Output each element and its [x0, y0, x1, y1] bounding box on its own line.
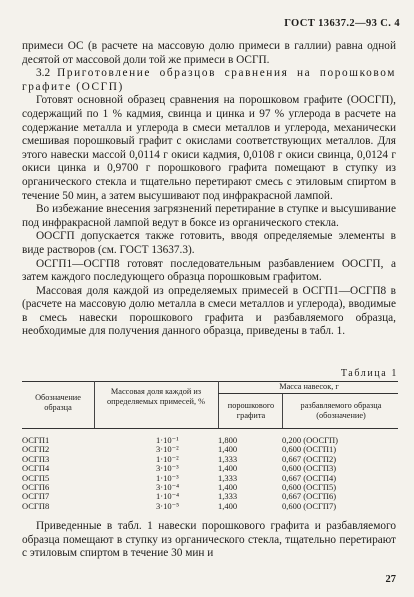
- row-fraction: 1·10⁻⁴: [156, 491, 180, 502]
- body-text-bottom: [22, 520, 396, 561]
- section-heading: [22, 67, 396, 94]
- row-graphite: 1,333: [218, 491, 238, 502]
- row-fraction: 1·10⁻²: [156, 453, 179, 464]
- table-caption: Таблица 1: [340, 368, 398, 379]
- table-col-divider-2: [218, 381, 219, 428]
- header-mass-fraction: Массовая доля каждой из определяемых примесей, %: [106, 387, 206, 406]
- header-designation: Обозначение образца: [35, 393, 81, 412]
- paragraph-table-intro: Массовая доля каждой из определяемых примесей в ОСГП1—ОСГП8 в (расчете на массовую долю металла в смеси металлов и углерода), вводимые в смесь навески порошкового графита и разбавляемого образца, необходимые для получения данного образца, приведены в табл. 1.: [22, 284, 396, 338]
- paragraph-solutions: ООСГП допускается также готовить, вводя определяемые элементы в виде растворов (см. ГОСТ 13637.3).: [22, 230, 396, 256]
- row-designation: ОСГП3: [22, 453, 50, 464]
- row-graphite: 1,400: [218, 444, 238, 455]
- row-diluted: 0,600 (ОСГП5): [282, 481, 337, 492]
- row-graphite: 1,400: [218, 463, 238, 474]
- row-designation: ОСГП6: [22, 481, 50, 492]
- table-header-rule: [22, 428, 398, 429]
- row-fraction: 3·10⁻⁴: [156, 481, 180, 492]
- table-row: [22, 436, 398, 445]
- row-designation: ОСГП5: [22, 472, 50, 483]
- table-row: [22, 464, 398, 473]
- row-diluted: 0,667 (ОСГП2): [282, 453, 337, 464]
- row-graphite: 1,800: [218, 435, 238, 445]
- paragraph-contamination: Во избежание внесения загрязнений перетирание в ступке и высушивание под инфракрасной лампой ведут в боксе из органического стекла.: [22, 203, 396, 229]
- table-body: [22, 436, 398, 511]
- row-designation: ОСГП4: [22, 463, 50, 474]
- row-graphite: 1,400: [218, 481, 238, 492]
- row-graphite: 1,400: [218, 500, 238, 511]
- row-designation: ОСГП7: [22, 491, 50, 502]
- table-row: [22, 502, 398, 511]
- table-col-divider-1: [94, 381, 95, 428]
- section-number: 3.2: [36, 67, 51, 80]
- table-row: [22, 455, 398, 464]
- row-graphite: 1,333: [218, 472, 238, 483]
- page-number: 27: [385, 574, 396, 585]
- paragraph-continuation: примеси ОС (в расчете на массовую долю примеси в галлии) равна одной десятой от массовой доли той же примеси в ОСГП.: [22, 40, 396, 66]
- row-diluted: 0,600 (ОСГП1): [282, 444, 337, 455]
- row-fraction: 3·10⁻²: [156, 444, 179, 455]
- row-fraction: 1·10⁻¹: [156, 435, 179, 445]
- row-diluted: 0,600 (ОСГП3): [282, 463, 337, 474]
- table-row: [22, 474, 398, 483]
- paragraph-after-table: Приведенные в табл. 1 навески порошкового графита и разбавляемого образца помещают в ступку из органического стекла, тщательно перетирают с этиловым спиртом в течение 30 мин и: [22, 520, 396, 560]
- running-header: ГОСТ 13637.2—93 С. 4: [284, 18, 400, 29]
- header-diluted: разбавляемого образца (обозначение): [300, 401, 382, 420]
- header-graphite: порошкового графита: [227, 401, 275, 420]
- table-row: [22, 483, 398, 492]
- row-designation: ОСГП1: [22, 435, 50, 445]
- row-graphite: 1,333: [218, 453, 238, 464]
- header-sample-mass: Масса навесок, г: [279, 382, 339, 391]
- table-subheader-rule: [218, 393, 398, 394]
- paragraph-preparation: Готовят основной образец сравнения на порошковом графите (ООСГП), содержащий по 1 % кадмия, свинца и цинка и 97 % углерода в расчете на содержание металла и углерода в смеси металлов и углерода, механически смешивая порошковый графит с окислами соответствующих металлов. Для этого навески массой 0,0114 г окиси кадмия, 0,0108 г окиси свинца, 0,0124 г окиси цинка и 0,9700 г порошкового графита помещают в ступку из органического стекла и тщательно перетирают смесь с этиловым спиртом в течение 50 мин, а затем высушивают под инфракрасной лампой.: [22, 94, 396, 202]
- section-title: Приготовление образцов сравнения на порошковом графите (ОСГП): [22, 67, 396, 93]
- row-designation: ОСГП8: [22, 500, 50, 511]
- table-col-divider-3: [282, 393, 283, 428]
- body-text-top: [22, 40, 396, 339]
- paragraph-dilution: ОСГП1—ОСГП8 готовят последовательным разбавлением ООСГП, а затем каждого последующего образца порошковым графитом.: [22, 257, 396, 284]
- table-row: [22, 492, 398, 501]
- row-fraction: 3·10⁻³: [156, 463, 179, 474]
- row-diluted: 0,200 (ООСГП): [282, 435, 339, 445]
- row-designation: ОСГП2: [22, 444, 50, 455]
- table-row: [22, 445, 398, 454]
- row-diluted: 0,667 (ОСГП6): [282, 491, 337, 502]
- row-fraction: 1·10⁻³: [156, 472, 179, 483]
- row-diluted: 0,600 (ОСГП7): [282, 500, 337, 511]
- row-fraction: 3·10⁻⁵: [156, 500, 180, 511]
- row-diluted: 0,667 (ОСГП4): [282, 472, 337, 483]
